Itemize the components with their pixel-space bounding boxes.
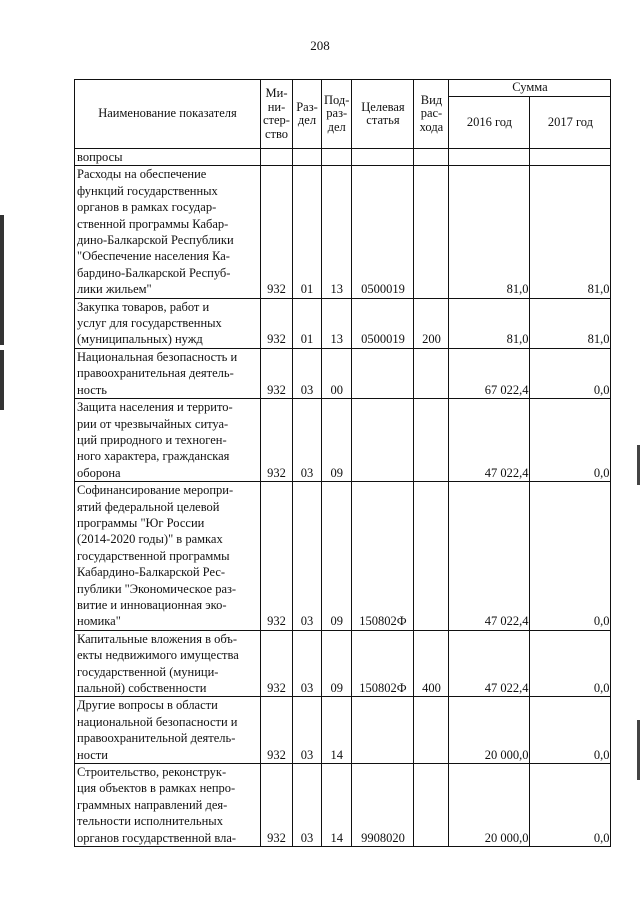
row-sum-2016: [449, 149, 530, 166]
header-year-2017: 2017 год: [530, 97, 611, 149]
row-ministry: 932: [261, 298, 293, 348]
row-target: 0500019: [352, 298, 414, 348]
table-row: [75, 298, 611, 348]
table-row: [75, 399, 611, 482]
table-row: [75, 149, 611, 166]
row-expense-type: [414, 149, 449, 166]
row-subsection: 09: [322, 630, 352, 697]
row-sum-2017: 0,0: [530, 630, 611, 697]
row-target: 0500019: [352, 166, 414, 298]
header-name: Наименование показателя: [75, 80, 261, 149]
row-ministry: [261, 149, 293, 166]
row-name: Национальная безопасность и правоохранительная деятель- ность: [75, 348, 261, 398]
row-name: Защита населения и террито- рии от чрезвычайных ситуа- ций природного и техноген- ного характера, гражданская оборона: [75, 399, 261, 482]
row-expense-type: [414, 399, 449, 482]
row-sum-2017: 0,0: [530, 348, 611, 398]
row-target: [352, 348, 414, 398]
row-section: 03: [293, 482, 322, 631]
row-expense-type: [414, 764, 449, 847]
row-expense-type: [414, 697, 449, 764]
scan-edge-mark: [0, 350, 4, 410]
row-name: Капитальные вложения в объ- екты недвижимого имущества государственной (муници- пальной) собственности: [75, 630, 261, 697]
row-sum-2016: 67 022,4: [449, 348, 530, 398]
row-section: 03: [293, 697, 322, 764]
row-name: вопросы: [75, 149, 261, 166]
header-section: Раз- дел: [293, 80, 322, 149]
row-expense-type: [414, 348, 449, 398]
header-ministry: Ми- ни- стер- ство: [261, 80, 293, 149]
row-name: Строительство, реконструк- ция объектов в рамках непро- граммных направлений дея- тельности исполнительных органов государственной вла-: [75, 764, 261, 847]
row-ministry: 932: [261, 697, 293, 764]
row-section: 03: [293, 399, 322, 482]
row-expense-type: 400: [414, 630, 449, 697]
row-sum-2017: 0,0: [530, 399, 611, 482]
table-row: [75, 482, 611, 631]
row-name: Другие вопросы в области национальной безопасности и правоохранительной деятель- ности: [75, 697, 261, 764]
row-expense-type: [414, 482, 449, 631]
row-target: 150802Ф: [352, 630, 414, 697]
row-section: 03: [293, 348, 322, 398]
row-expense-type: [414, 166, 449, 298]
row-sum-2017: 0,0: [530, 764, 611, 847]
table-row: [75, 348, 611, 398]
row-name: Софинансирование меропри- ятий федеральной целевой программы "Юг России (2014-2020 годы)" в рамках государственной программы Кабардино-Балкарской Рес- публики "Экономическое раз- витие и инновационная эко- номика": [75, 482, 261, 631]
row-subsection: 13: [322, 298, 352, 348]
row-sum-2016: 47 022,4: [449, 482, 530, 631]
table-row: [75, 697, 611, 764]
scan-edge-mark: [0, 215, 4, 345]
row-sum-2017: 81,0: [530, 298, 611, 348]
header-year-2016: 2016 год: [449, 97, 530, 149]
row-ministry: 932: [261, 348, 293, 398]
row-section: 01: [293, 166, 322, 298]
row-subsection: 13: [322, 166, 352, 298]
table-row: [75, 630, 611, 697]
row-section: 01: [293, 298, 322, 348]
row-target: [352, 399, 414, 482]
header-expense-type: Вид рас- хода: [414, 80, 449, 149]
header-target: Целевая статья: [352, 80, 414, 149]
row-subsection: 00: [322, 348, 352, 398]
row-ministry: 932: [261, 630, 293, 697]
budget-table: [74, 79, 611, 847]
row-name: Закупка товаров, работ и услуг для государственных (муниципальных) нужд: [75, 298, 261, 348]
row-section: 03: [293, 764, 322, 847]
row-name: Расходы на обеспечение функций государственных органов в рамках государ- ственной программы Кабар- дино-Балкарской Республики "Обеспечение населения Ка- бардино-Балкарской Респуб- лики жильем": [75, 166, 261, 298]
page-number: 208: [310, 38, 330, 53]
row-sum-2017: 0,0: [530, 482, 611, 631]
table-row: [75, 166, 611, 298]
row-subsection: 14: [322, 764, 352, 847]
row-subsection: 09: [322, 482, 352, 631]
row-sum-2017: 81,0: [530, 166, 611, 298]
row-section: 03: [293, 630, 322, 697]
row-sum-2016: 47 022,4: [449, 630, 530, 697]
header-subsection: Под- раз- дел: [322, 80, 352, 149]
header-sum: Сумма: [449, 80, 611, 97]
row-ministry: 932: [261, 482, 293, 631]
row-subsection: [322, 149, 352, 166]
table-row: [75, 764, 611, 847]
row-target: [352, 697, 414, 764]
row-sum-2017: 0,0: [530, 697, 611, 764]
row-expense-type: 200: [414, 298, 449, 348]
row-subsection: 14: [322, 697, 352, 764]
row-subsection: 09: [322, 399, 352, 482]
row-ministry: 932: [261, 166, 293, 298]
row-target: 150802Ф: [352, 482, 414, 631]
row-target: 9908020: [352, 764, 414, 847]
row-ministry: 932: [261, 399, 293, 482]
row-sum-2016: 20 000,0: [449, 764, 530, 847]
row-sum-2017: [530, 149, 611, 166]
row-target: [352, 149, 414, 166]
row-section: [293, 149, 322, 166]
row-sum-2016: 47 022,4: [449, 399, 530, 482]
row-ministry: 932: [261, 764, 293, 847]
row-sum-2016: 81,0: [449, 166, 530, 298]
row-sum-2016: 20 000,0: [449, 697, 530, 764]
row-sum-2016: 81,0: [449, 298, 530, 348]
